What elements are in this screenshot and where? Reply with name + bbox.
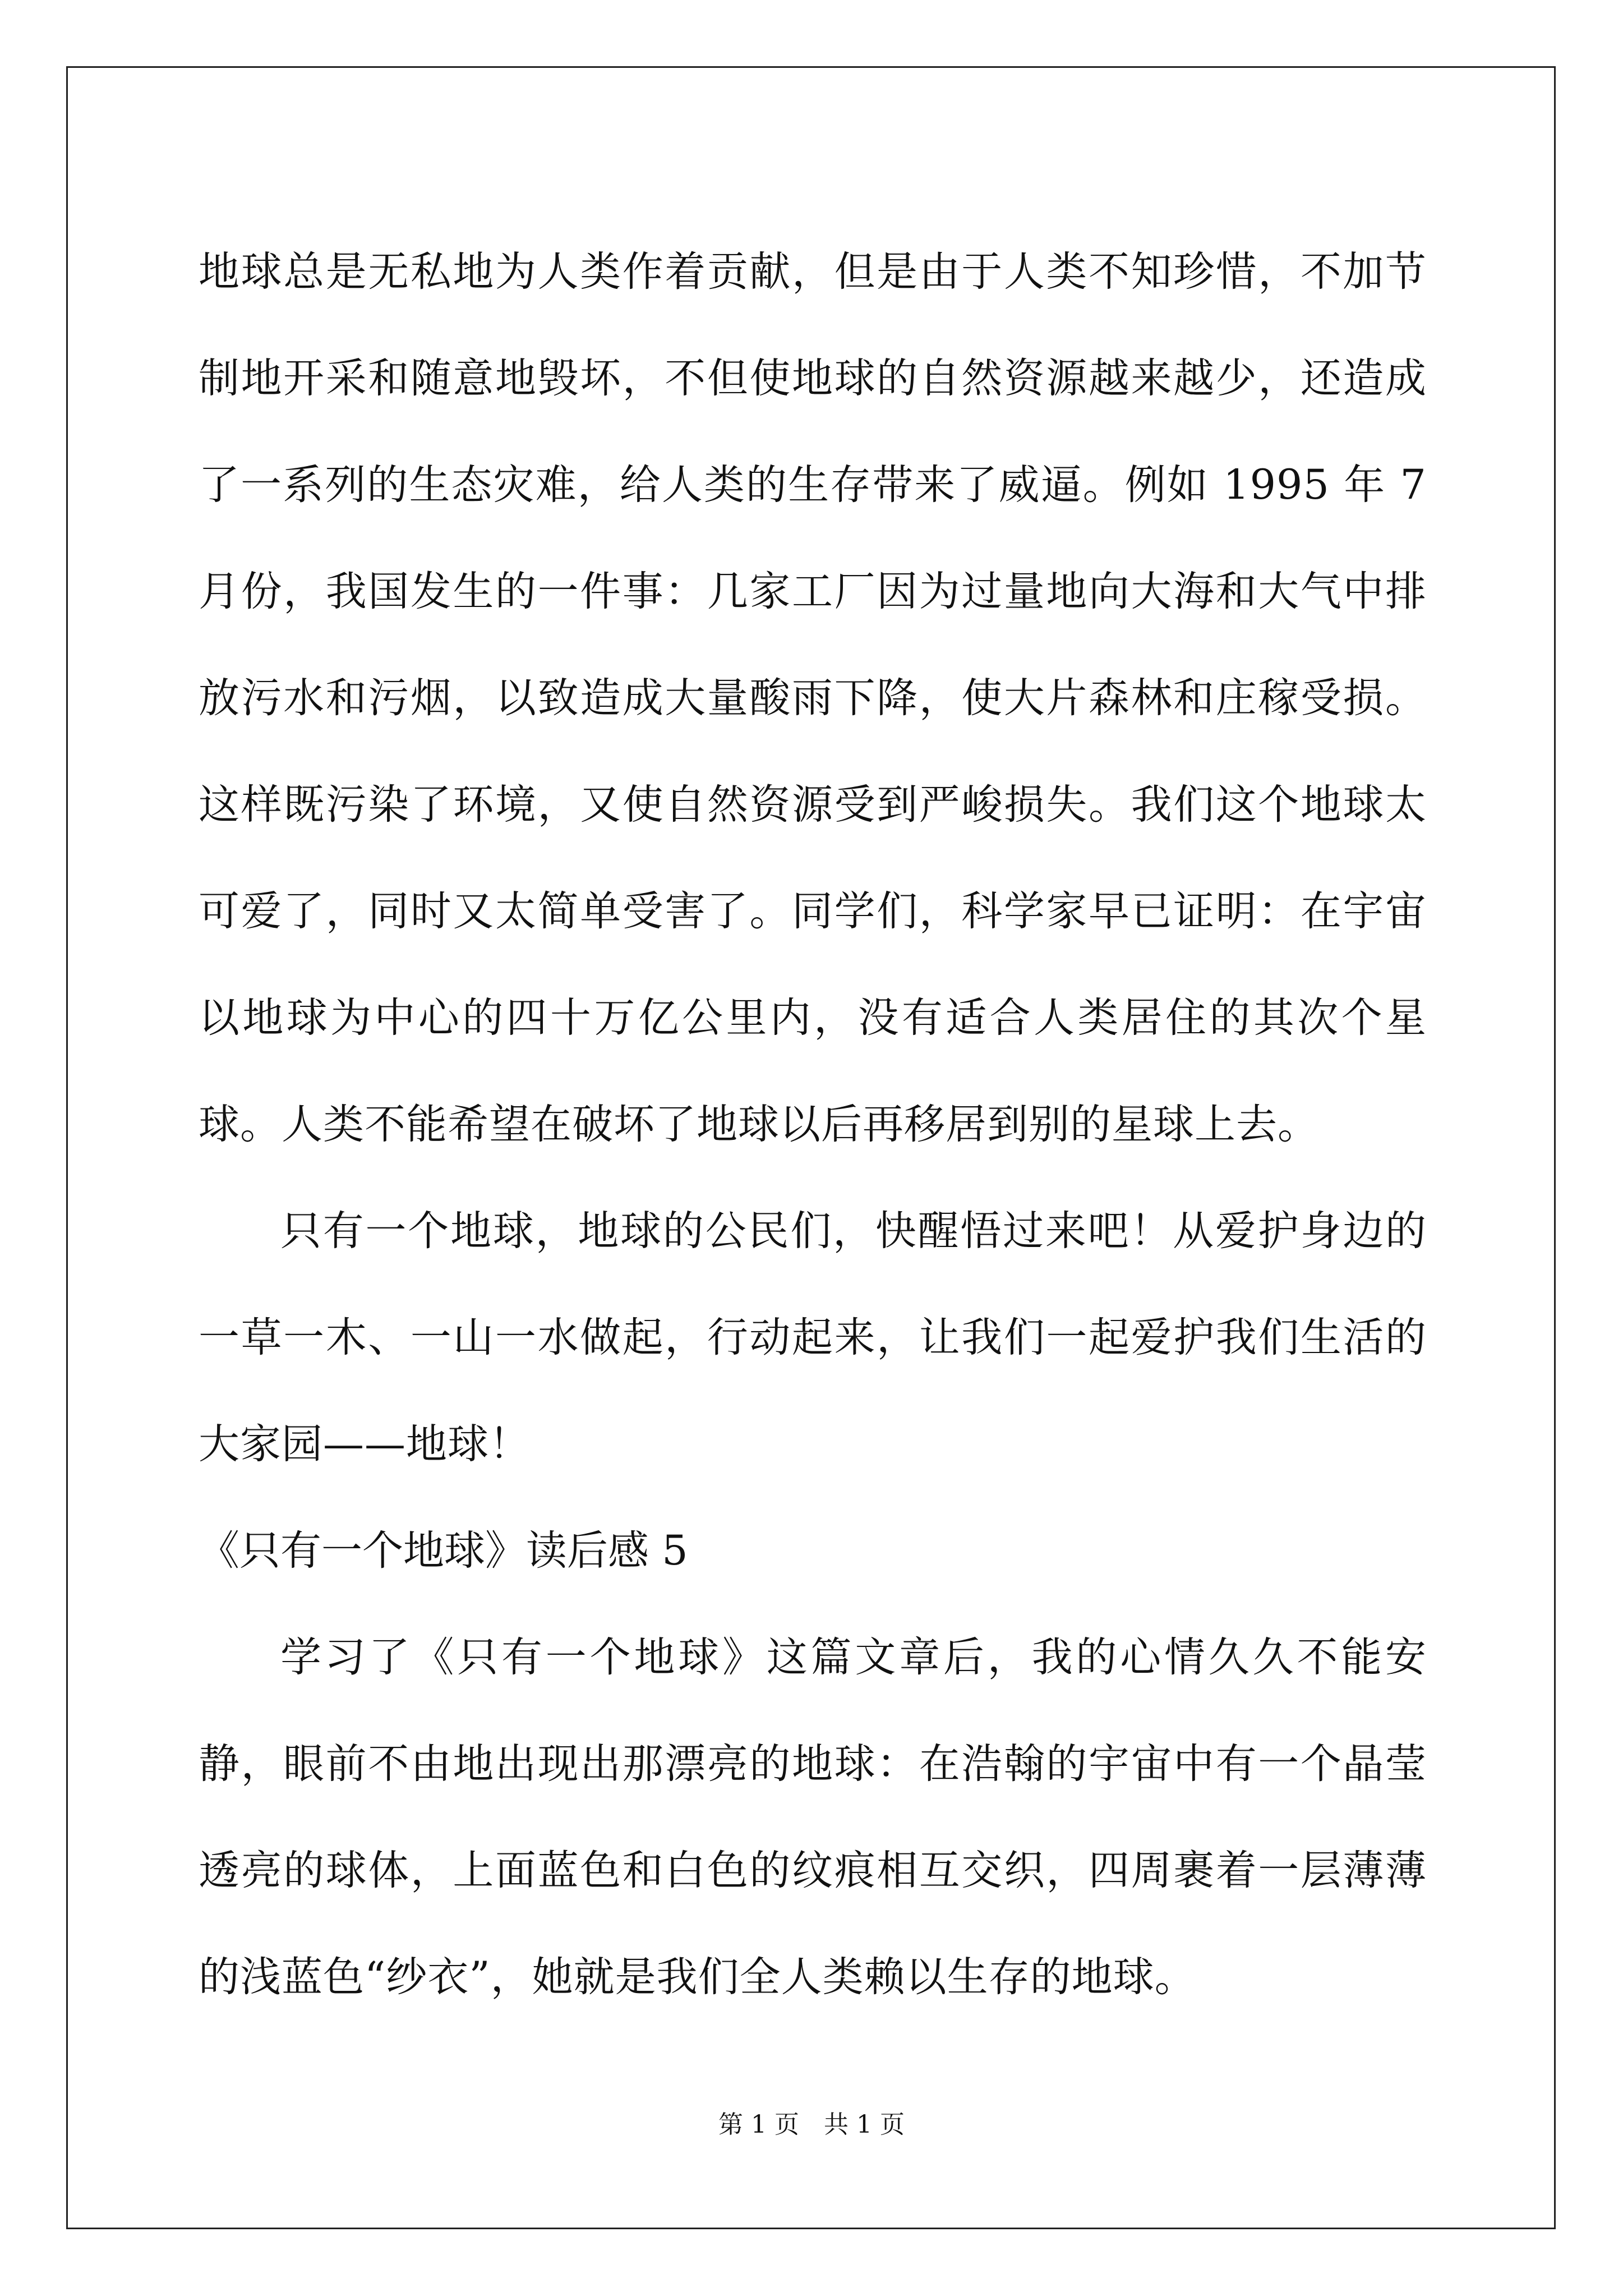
page-footer [0, 2108, 1623, 2142]
page-total: 共 1 页 [824, 2110, 905, 2139]
document-body [199, 219, 1427, 2031]
section-heading: 《只有一个地球》读后感 5 [199, 1527, 688, 1575]
page-number: 第 1 页 [718, 2110, 799, 2139]
paragraph-2: 只有一个地球，地球的公民们，快醒悟过来吧！从爱护身边的一草一木、一山一水做起，行动起来，让我们一起爱护我们生活的大家园——地球！ [199, 1207, 1427, 1468]
paragraph-1: 地球总是无私地为人类作着贡献，但是由于人类不知珍惜，不加节制地开采和随意地毁坏，不但使地球的自然资源越来越少，还造成了一系列的生态灾难，给人类的生存带来了威逼。例如 1995 年 7 月份，我国发生的一件事：几家工厂因为过量地向大海和大气中排放污水和污烟，以致造成大量酸雨下降，使大片森林和庄稼受损。这样既污染了环境，又使自然资源受到严峻损失。我们这个地球太可爱了，同时又太简单受害了。同学们，科学家早已证明：在宇宙以地球为中心的四十万亿公里内，没有适合人类居住的其次个星球。人类不能希望在破坏了地球以后再移居到别的星球上去。 [199, 248, 1427, 1148]
paragraph-3: 学习了《只有一个地球》这篇文章后，我的心情久久不能安静，眼前不由地出现出那漂亮的地球：在浩翰的宇宙中有一个晶莹透亮的球体，上面蓝色和白色的纹痕相互交织，四周裹着一层薄薄的浅蓝色“纱衣”，她就是我们全人类赖以生存的地球。 [199, 1634, 1427, 2001]
